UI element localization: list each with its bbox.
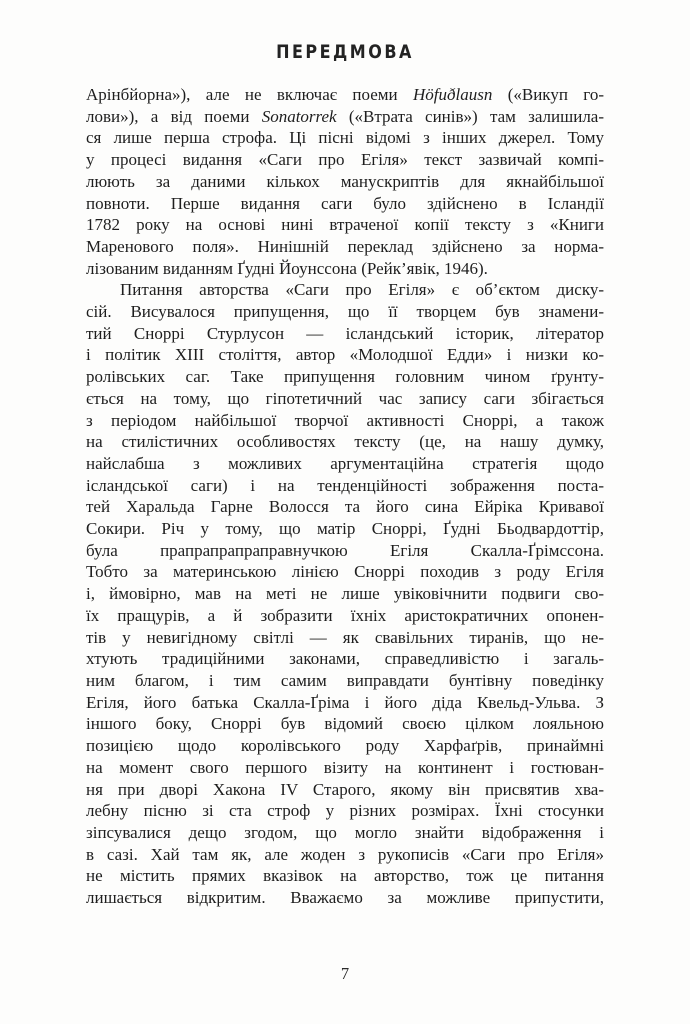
text-segment: Маренового поля». Нинішній переклад здійснено за норма- <box>86 236 604 256</box>
text-segment: («Викуп го- <box>492 85 604 104</box>
running-head: ПЕРЕДМОВА <box>276 40 414 63</box>
text-line <box>86 279 604 301</box>
text-segment: ня при дворі Хакона IV Старого, якому він присвятив хва- <box>86 779 604 799</box>
text-segment: їх пращурів, а й зобразити їхніх аристократичних опонен- <box>86 605 604 625</box>
text-segment: Егіля, його батька Скалла-Ґріма і його діда Квельд-Ульва. З <box>86 692 604 712</box>
text-line <box>86 865 604 887</box>
text-segment: ним благом, і тим самим виправдати бунтівну поведінку <box>86 670 604 690</box>
text-line <box>86 453 604 475</box>
page-number: 7 <box>340 964 350 983</box>
text-segment: сій. Висувалося припущення, що її творцем був знамени- <box>86 302 604 322</box>
text-line <box>86 366 604 388</box>
text-line <box>86 583 604 605</box>
text-segment: ролівських саг. Таке припущення головним чином ґрунту- <box>86 367 604 387</box>
text-line <box>86 887 604 909</box>
text-segment: лебну пісню зі ста строф у різних розмірах. Їхні стосунки <box>86 801 604 821</box>
text-segment: найслабша з можливих аргументаційна стратегія щодо <box>86 453 604 473</box>
text-line <box>86 106 604 128</box>
text-segment: зіпсувалися дещо згодом, що могло знайти відображення і <box>86 822 604 842</box>
text-line <box>86 757 604 779</box>
text-segment: тей Харальда Гарне Волосся та його сина Ейріка Кривавої <box>86 497 604 517</box>
text-line <box>86 800 604 822</box>
text-segment: тий Сноррі Стурлусон — ісландський історик, літератор <box>86 323 604 343</box>
text-line <box>86 149 604 171</box>
text-line <box>86 431 604 453</box>
paragraph <box>86 279 604 908</box>
text-segment: люють за даними кількох манускриптів для якнайбільшої <box>86 171 604 191</box>
paragraph <box>86 84 604 279</box>
text-segment: 1782 року на основі нині втраченої копії тексту з «Книги <box>86 215 604 235</box>
text-line <box>86 844 604 866</box>
text-line <box>86 214 604 236</box>
text-segment: і, ймовірно, мав на меті не лише увіковічнити подвиги сво- <box>86 584 604 604</box>
text-segment: лови»), а від поеми <box>86 106 262 126</box>
text-line <box>86 127 604 149</box>
text-segment: не містить прямих вказівок на авторство, тож це питання <box>86 866 604 886</box>
text-line <box>86 301 604 323</box>
text-line <box>86 323 604 345</box>
text-line <box>86 822 604 844</box>
text-line <box>86 475 604 497</box>
text-segment: Арінбйорна»), але не включає поеми <box>86 85 413 104</box>
text-segment: ся лише перша строфа. Ці пісні відомі з інших джерел. Тому <box>86 128 604 148</box>
text-line <box>86 713 604 735</box>
text-line <box>86 171 604 193</box>
italic-title: Höfuðlausn <box>413 85 493 104</box>
text-line <box>86 735 604 757</box>
text-line <box>86 648 604 670</box>
text-segment: ється на тому, що гіпотетичний час запису саги збігається <box>86 388 604 408</box>
text-line <box>86 540 604 562</box>
text-line <box>86 627 604 649</box>
text-line <box>86 561 604 583</box>
text-line <box>86 344 604 366</box>
text-segment: ісландської саги) і на тенденційності зображення поста- <box>86 475 604 495</box>
text-line <box>86 84 604 106</box>
text-line <box>86 779 604 801</box>
text-line <box>86 388 604 410</box>
text-segment: була прапрапрапраправнучкою Егіля Скалла-Ґрімссона. <box>86 540 604 560</box>
text-line <box>86 236 604 258</box>
text-line <box>86 258 604 280</box>
text-line <box>86 193 604 215</box>
text-segment: Сокири. Річ у тому, що матір Сноррі, Ґудні Бьодвардоттір, <box>86 519 604 539</box>
italic-title: Sonatorrek <box>261 106 337 126</box>
text-line <box>86 692 604 714</box>
text-segment: на момент свого першого візиту на континент і гостюван- <box>86 757 604 777</box>
text-segment: Питання авторства «Саги про Егіля» є об’єктом диску- <box>120 280 604 300</box>
text-segment: хтують традиційними законами, справедливістю і загаль- <box>86 649 604 669</box>
text-segment: повноти. Перше видання саги було здійснено в Ісландії <box>86 193 604 213</box>
text-segment: лізованим виданням Ґудні Йоунссона (Рейк’явік, 1946). <box>86 258 488 278</box>
text-segment: тів у невигідному світлі — як свавільних тиранів, що не- <box>86 627 604 647</box>
text-segment: («Втрата синів») там залишила- <box>336 106 605 126</box>
text-line <box>86 605 604 627</box>
text-segment: позицією щодо королівського роду Харфаґрів, принаймні <box>86 736 604 756</box>
text-segment: у процесі видання «Саги про Егіля» текст зазвичай компі- <box>86 150 604 170</box>
text-segment: в сазі. Хай там як, але жоден з рукописів «Саги про Егіля» <box>86 844 604 864</box>
text-segment: на стилістичних особливостях тексту (це, на нашу думку, <box>86 432 604 452</box>
text-segment: Тобто за материнською лінією Сноррі походив з роду Егіля <box>86 562 604 582</box>
text-line <box>86 670 604 692</box>
text-block <box>86 84 604 909</box>
text-segment: і політик XIII століття, автор «Молодшої Едди» і низки ко- <box>86 345 604 365</box>
text-segment: з періодом найбільшої творчої активності Сноррі, а також <box>86 410 604 430</box>
text-segment: іншого боку, Сноррі був відомий своєю цілком лояльною <box>86 714 604 734</box>
text-line <box>86 410 604 432</box>
text-line <box>86 518 604 540</box>
text-segment: лишається відкритим. Вважаємо за можливе припустити, <box>86 888 604 908</box>
text-line <box>86 496 604 518</box>
